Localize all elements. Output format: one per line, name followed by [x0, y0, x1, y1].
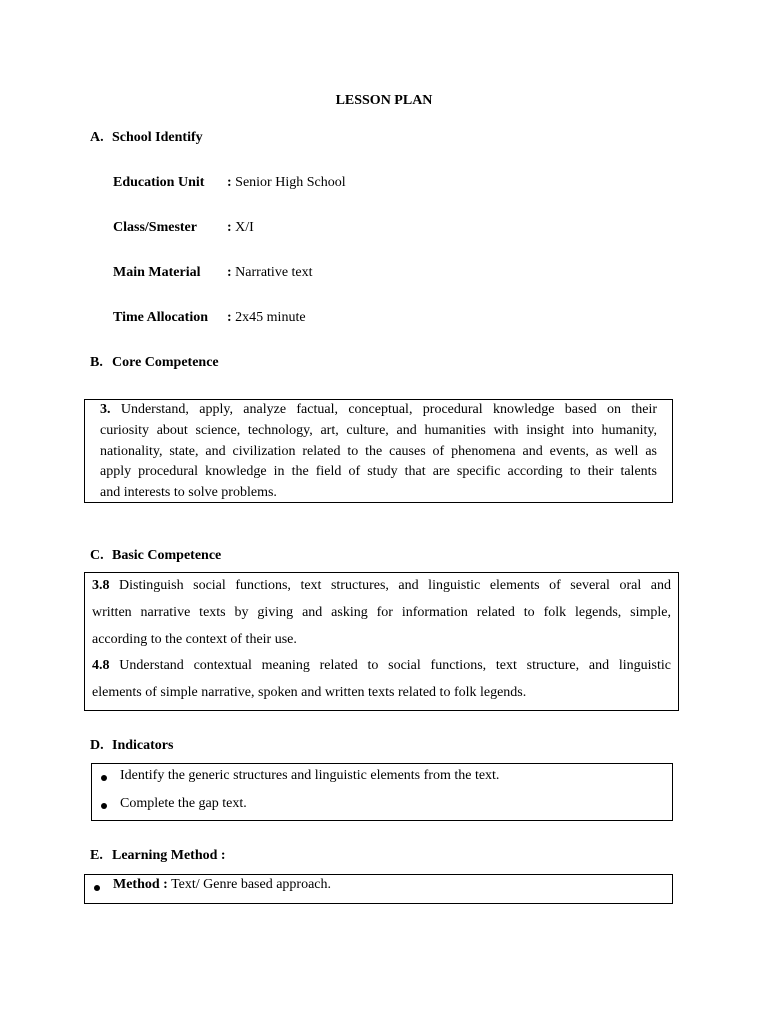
core-competence-line: and interests to solve problems.	[100, 485, 277, 501]
list-item	[92, 795, 672, 817]
page-title: LESSON PLAN	[335, 93, 433, 108]
section-title: Core Competence	[112, 355, 219, 370]
bullet-icon	[94, 885, 100, 891]
identity-row-time-allocation: Time Allocation : 2x45 minute	[113, 310, 306, 325]
section-e-heading	[90, 848, 226, 864]
basic-competence-line: elements of simple narrative, spoken and written texts related to folk legends.	[92, 685, 527, 701]
section-d-heading	[90, 738, 173, 754]
identity-row-class-semester: Class/Smester : X/I	[113, 220, 254, 235]
section-letter: D.	[90, 738, 104, 753]
basic-competence-line: 4.8 Understand contextual meaning related to social functions, text structure, and linguistic	[92, 658, 671, 674]
row-label: Time Allocation	[113, 310, 209, 325]
row-label: Class/Smester	[113, 220, 197, 235]
method-label: Method :	[113, 877, 168, 892]
competence-number: 4.8	[92, 658, 110, 674]
basic-competence-box	[84, 572, 679, 711]
learning-method-box	[84, 874, 673, 904]
section-c-heading	[90, 548, 221, 564]
method-value: Text/ Genre based approach.	[171, 877, 332, 892]
core-competence-box	[84, 399, 673, 503]
row-label: Main Material	[113, 265, 201, 280]
section-title: Indicators	[112, 738, 174, 753]
list-item	[92, 767, 672, 789]
section-title: Learning Method :	[112, 848, 226, 863]
indicators-box	[91, 763, 673, 821]
basic-competence-line: according to the context of their use.	[92, 631, 297, 647]
basic-competence-line: written narrative texts by giving and asking for information related to folk legends, simple,	[92, 604, 671, 620]
basic-competence-line: 3.8 Distinguish social functions, text structures, and linguistic elements of several oral and	[92, 578, 671, 593]
section-letter: B.	[90, 355, 103, 370]
section-letter: C.	[90, 548, 104, 563]
bullet-icon	[101, 803, 107, 809]
list-item-text: Complete the gap text.	[120, 796, 247, 811]
row-value: Narrative text	[235, 265, 313, 280]
row-value: Senior High School	[235, 175, 346, 190]
row-value: 2x45 minute	[235, 310, 306, 325]
method-text	[113, 877, 331, 893]
identity-row-education-unit: Education Unit : Senior High School	[113, 175, 346, 190]
core-competence-line: curiosity about science, technology, art, culture, and humanities with insight into humanity,	[100, 422, 657, 438]
list-item-text: Identify the generic structures and linguistic elements from the text.	[120, 768, 500, 783]
section-title: School Identify	[112, 130, 203, 145]
competence-number: 3.	[100, 402, 111, 417]
competence-number: 3.8	[92, 578, 110, 593]
core-competence-line: nationality, state, and civilization related to the causes of phenomena and events, as well as	[100, 443, 657, 459]
section-title: Basic Competence	[112, 548, 222, 563]
row-label: Education Unit	[113, 175, 205, 190]
row-value: X/I	[235, 220, 254, 235]
core-competence-line: apply procedural knowledge in the field of study that are specific according to their talents	[100, 464, 657, 480]
section-letter: E.	[90, 848, 103, 863]
section-b-heading	[90, 355, 219, 371]
bullet-icon	[101, 775, 107, 781]
identity-row-main-material: Main Material : Narrative text	[113, 265, 313, 280]
section-a-heading	[90, 130, 203, 146]
core-competence-line: 3. Understand, apply, analyze factual, conceptual, procedural knowledge based on their	[100, 402, 658, 417]
section-letter: A.	[90, 130, 104, 145]
